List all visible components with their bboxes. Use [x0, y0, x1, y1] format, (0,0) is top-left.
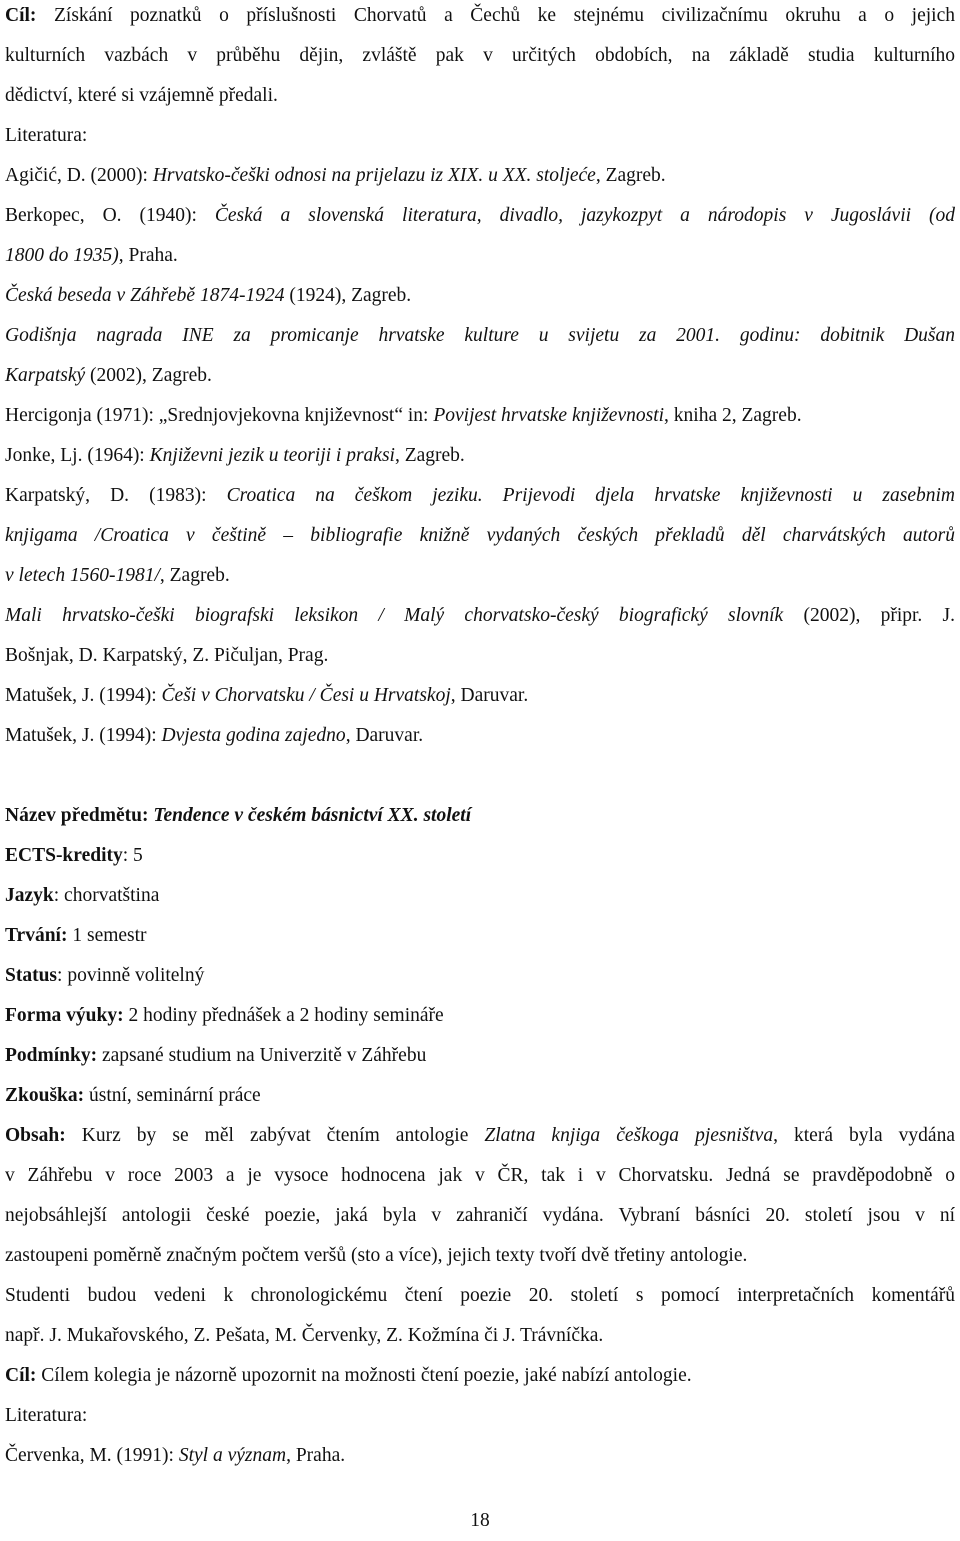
ref-agicic: Agičić, D. (2000): Hrvatsko-češki odnosi na prijelazu iz XIX. u XX. stoljeće, Zagreb.	[5, 165, 666, 186]
course-duration: Trvání: 1 semestr	[5, 925, 147, 946]
page-number: 18	[470, 1510, 490, 1531]
course-goal: Cíl: Cílem kolegia je názorně upozornit na možnosti čtení poezie, jaké nabízí antologie.	[5, 1365, 692, 1386]
ref-mali-line-1: Mali hrvatsko-češki biografski leksikon / Malý chorvatsko-český biografický slovník (2002), připr. J.	[5, 605, 955, 626]
ref-karpatsky-line-1: Karpatský, D. (1983): Croatica na češkom jeziku. Prijevodi djela hrvatske književnosti u zasebnim	[5, 485, 955, 506]
course-content-line-4: zastoupeni poměrně značným počtem veršů (sto a více), jejich texty tvoří dvě třetiny antologie.	[5, 1245, 748, 1266]
goal-line-3: dědictví, které si vzájemně předali.	[5, 85, 278, 106]
ref-karpatsky-line-2: knjigama /Croatica v češtině – bibliografie knižně vydaných českých překladů děl charvátských autorů	[5, 525, 955, 546]
course-language: Jazyk: chorvatština	[5, 885, 160, 906]
course-exam: Zkouška: ústní, seminární práce	[5, 1085, 261, 1106]
course-status: Status: povinně volitelný	[5, 965, 205, 986]
goal-line-1: Cíl: Získání poznatků o příslušnosti Chorvatů a Čechů ke stejnému civilizačnímu okruhu a o jejich	[5, 5, 955, 26]
course-form: Forma výuky: 2 hodiny přednášek a 2 hodiny semináře	[5, 1005, 444, 1026]
course-content-line-6: např. J. Mukařovského, Z. Pešata, M. Červenky, Z. Kožmína či J. Trávníčka.	[5, 1325, 604, 1346]
course-content-line-2: v Záhřebu v roce 2003 a je vysoce hodnocena jak v ČR, tak i v Chorvatsku. Jedná se pravděpodobně o	[5, 1165, 955, 1186]
course-content-line-5: Studenti budou vedeni k chronologickému čtení poezie 20. století s pomocí interpretačních komentářů	[5, 1285, 955, 1306]
ref-matusek-2: Matušek, J. (1994): Dvjesta godina zajedno, Daruvar.	[5, 725, 424, 746]
ref-matusek-1: Matušek, J. (1994): Češi v Chorvatsku / Česi u Hrvatskoj, Daruvar.	[5, 685, 529, 706]
ref-berkopec-line-1: Berkopec, O. (1940): Česká a slovenská literatura, divadlo, jazykozpyt a národopis v Jugoslávii (od	[5, 205, 956, 226]
ref-beseda: Česká beseda v Záhřebě 1874-1924 (1924), Zagreb.	[5, 285, 412, 306]
ref-cervenka: Červenka, M. (1991): Styl a význam, Praha.	[5, 1445, 346, 1466]
ref-hercigonja: Hercigonja (1971): „Srednjovjekovna književnost“ in: Povijest hrvatske književnosti, kniha 2, Zagreb.	[5, 405, 802, 426]
course-literature-heading: Literatura:	[5, 1405, 88, 1426]
ref-godisnja-line-2: Karpatský (2002), Zagreb.	[5, 365, 212, 386]
ref-godisnja-line-1: Godišnja nagrada INE za promicanje hrvatske kulture u svijetu za 2001. godinu: dobitnik Dušan	[5, 325, 955, 346]
ref-mali-line-2: Bošnjak, D. Karpatský, Z. Pičuljan, Prag.	[5, 645, 329, 666]
course-ects: ECTS-kredity: 5	[5, 845, 143, 866]
ref-karpatsky-line-3: v letech 1560-1981/, Zagreb.	[5, 565, 230, 586]
ref-jonke: Jonke, Lj. (1964): Književni jezik u teoriji i praksi, Zagreb.	[5, 445, 465, 466]
course-content-line-3: nejobsáhlejší antologii české poezie, jaká byla v zahraničí vydána. Vybraní básníci 20. století jsou v ní	[5, 1205, 955, 1226]
course-conditions: Podmínky: zapsané studium na Univerzitě v Záhřebu	[5, 1045, 427, 1066]
literature-heading: Literatura:	[5, 125, 88, 146]
goal-line-2: kulturních vazbách v průběhu dějin, zvláště pak v určitých obdobích, na základě studia kulturního	[5, 45, 955, 66]
course-title: Název předmětu: Tendence v českém básnictví XX. století	[5, 805, 472, 826]
course-content-line-1: Obsah: Kurz by se měl zabývat čtením antologie Zlatna knjiga češkoga pjesništva, která byla vydána	[5, 1125, 955, 1146]
ref-berkopec-line-2: 1800 do 1935), Praha.	[5, 245, 178, 266]
